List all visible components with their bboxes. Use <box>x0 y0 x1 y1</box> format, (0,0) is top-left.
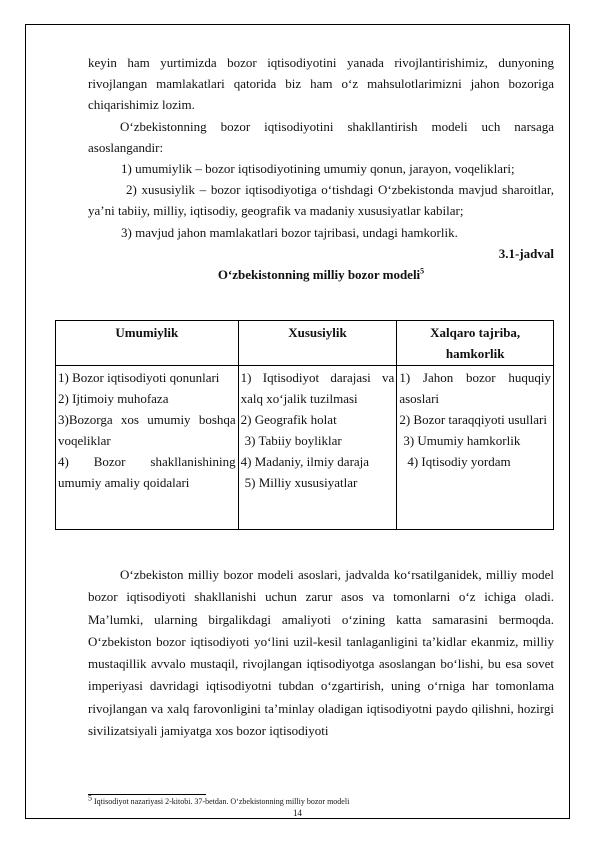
table-header-row <box>56 321 554 366</box>
list-item: 4) Iqtisodiy yordam <box>407 454 511 469</box>
footnote-divider <box>88 794 206 795</box>
body-section <box>88 564 554 742</box>
table-label: 3.1-jadval <box>498 245 554 261</box>
body-paragraph: O‘zbekiston milliy bozor modeli asoslari, jadvalda ko‘rsatilganidek, milliy model bozor iqtisodiyoti shakllanishi uchun zarur asos va tomonlarni o‘z ichiga oladi. Ma’lumki, ularning birgalikdagi amaliyoti o‘zining katta samarasini bermoqda. O‘zbekiston bozor iqtisodiyoti yo‘lini uzil-kesil tanlaganligini ta’kidlar ekanmiz, milliy mustaqillik avvalo mustaqil, rivojlangan iqtisodiyotga asoslangan bo‘lishi, bu esa sovet imperiyasi davridagi iqtisodiyotni tubdan o‘zgartirish, uning o‘rniga har tomonlama rivojlangan va xalq farovonligini ta’minlay oladigan iqtisodiyotni paydo qilishni, hozirgi sivilizatsiyali jamiyatga xos bozor iqtisodiyoti <box>88 567 554 739</box>
list-item: 4) Bozor shakllanishining umumiy amaliy qoidalari <box>58 454 236 490</box>
list-item: 1) Jahon bozor huquqiy asoslari <box>399 370 551 406</box>
list-item-1: 1) umumiylik – bozor iqtisodiyotining umumiy qonun, jarayon, voqeliklari; <box>121 161 515 177</box>
page-number: 14 <box>293 808 302 818</box>
list-item: 2) Geografik holat <box>240 412 337 427</box>
list-item-2: 2) xususiylik – bozor iqtisodiyotiga o‘tishdagi O‘zbekistonda mavjud sharoitlar, ya’ni tabiiy, milliy, iqtisodiy, geografik va madaniy xususiyatlar kabilar; <box>88 182 554 219</box>
header-xususiylik: Xususiylik <box>238 321 397 366</box>
intro-paragraph-1: keyin ham yurtimizda bozor iqtisodiyotini yanada rivojlantirishimiz, dunyoning rivojlangan mamlakatlari qatorida biz ham o‘z mahsulotlarimizni jahon bozoriga chiqarishimiz lozim. <box>88 55 554 113</box>
intro-paragraph-2: O‘zbekistonning bozor iqtisodiyotini shakllantirish modeli uch narsaga asoslangandir: <box>88 118 554 155</box>
cell-xususiylik <box>238 366 397 530</box>
footnote <box>88 793 350 807</box>
intro-section <box>88 52 554 285</box>
footnote-text: Iqtisodiyot nazariyasi 2-kitobi. 37-betdan. O‘zbekistonning milliy bozor modeli <box>94 797 350 806</box>
cell-xalqaro <box>397 366 554 530</box>
list-item: 5) Milliy xususiyatlar <box>244 475 358 490</box>
header-umumiylik: Umumiylik <box>56 321 239 366</box>
list-item: 2) Ijtimoiy muhofaza <box>58 391 169 406</box>
table-row <box>56 366 554 530</box>
model-table <box>55 320 554 530</box>
cell-umumiylik <box>56 366 239 530</box>
table-caption <box>88 264 554 285</box>
caption-footnote-mark: 5 <box>420 266 425 276</box>
list-item: 1) Iqtisodiyot darajasi va xalq xo‘jalik tuzilmasi <box>240 370 395 406</box>
table-caption-text: O‘zbekistonning milliy bozor modeli <box>217 267 421 283</box>
list-item: 3)Bozorga xos umumiy boshqa voqeliklar <box>58 412 236 448</box>
list-item: 2) Bozor taraqqiyoti usullari <box>399 412 547 427</box>
list-item-3: 3) mavjud jahon mamlakatlari bozor tajribasi, undagi hamkorlik. <box>121 224 458 240</box>
list-item: 3) Tabiiy boyliklar <box>244 433 342 448</box>
footnote-mark: 5 <box>88 793 92 803</box>
header-xalqaro: Xalqaro tajriba, hamkorlik <box>397 321 554 366</box>
list-item: 3) Umumiy hamkorlik <box>403 433 521 448</box>
list-item: 1) Bozor iqtisodiyoti qonunlari <box>58 370 220 385</box>
list-item: 4) Madaniy, ilmiy daraja <box>240 454 370 469</box>
